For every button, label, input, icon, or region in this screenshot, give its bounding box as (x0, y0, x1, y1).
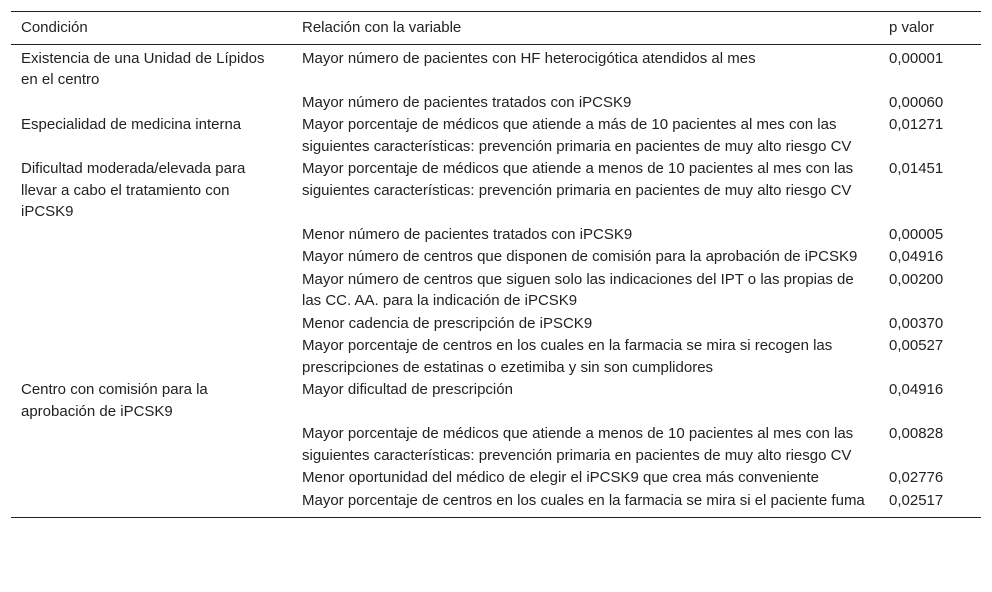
condition-cell: Centro con comisión para la aprobación de iPCSK9 (21, 381, 208, 420)
header-relation: Relación con la variable (302, 19, 462, 36)
pvalue-cell: 0,00001 (889, 49, 944, 67)
pvalue-cell: 0,00060 (889, 93, 944, 111)
table-row (11, 44, 981, 91)
pvalue-cell: 0,02517 (889, 491, 944, 509)
pvalue-cell: 0,00200 (889, 270, 944, 288)
condition-cell (11, 489, 292, 518)
pvalue-cell: 0,04916 (889, 248, 944, 265)
condition-cell: Especialidad de medicina interna (21, 116, 242, 133)
results-table-container (11, 11, 981, 518)
table-row (11, 245, 981, 268)
condition-cell (11, 245, 292, 268)
header-pvalue: p valor (889, 19, 935, 36)
relation-cell: Mayor porcentaje de médicos que atiende a más de 10 pacientes al mes con las siguientes características: prevención primaria en pacientes de muy alto riesgo CV (302, 116, 852, 155)
condition-cell (11, 268, 292, 312)
pvalue-cell: 0,02776 (889, 469, 944, 486)
table-row (11, 223, 981, 246)
pvalue-cell: 0,01271 (889, 116, 944, 133)
relation-cell: Mayor porcentaje de médicos que atiende a menos de 10 pacientes al mes con las siguientes características: prevención primaria en pacientes de muy alto riesgo CV (302, 425, 854, 464)
pvalue-cell: 0,04916 (889, 381, 944, 398)
table-row (11, 91, 981, 114)
pvalue-cell: 0,00828 (889, 425, 944, 442)
table-row (11, 334, 981, 378)
table-row (11, 268, 981, 312)
pvalue-cell: 0,01451 (889, 160, 944, 177)
header-condition: Condición (21, 19, 88, 36)
table-body (11, 44, 981, 518)
table-row (11, 378, 981, 422)
relation-cell: Menor número de pacientes tratados con iPCSK9 (302, 225, 633, 243)
table-row (11, 157, 981, 223)
results-table (11, 11, 981, 518)
condition-cell (11, 334, 292, 378)
relation-cell: Mayor número de pacientes tratados con iPCSK9 (302, 93, 632, 111)
table-row (11, 312, 981, 335)
pvalue-cell: 0,00370 (889, 314, 944, 332)
table-row (11, 113, 981, 157)
relation-cell: Menor oportunidad del médico de elegir el iPCSK9 que crea más conveniente (302, 469, 819, 486)
relation-cell: Mayor porcentaje de centros en los cuales en la farmacia se mira si el paciente fuma (302, 491, 865, 509)
condition-cell (11, 223, 292, 246)
table-header (11, 12, 981, 45)
relation-cell: Mayor porcentaje de médicos que atiende a menos de 10 pacientes al mes con las siguientes características: prevención primaria en pacientes de muy alto riesgo CV (302, 160, 854, 199)
condition-cell (11, 466, 292, 489)
table-row (11, 489, 981, 518)
pvalue-cell: 0,00005 (889, 225, 944, 243)
condition-cell (11, 312, 292, 335)
condition-cell: Dificultad moderada/elevada para llevar a cabo el tratamiento con iPCSK9 (21, 160, 246, 220)
condition-cell: Existencia de una Unidad de Lípidos en el centro (21, 49, 265, 88)
condition-cell (11, 422, 292, 466)
relation-cell: Mayor número de pacientes con HF heterocigótica atendidos al mes (302, 49, 756, 67)
relation-cell: Mayor porcentaje de centros en los cuales en la farmacia se mira si recogen las prescripciones de estatinas o ezetimiba y sin son cumplidores (302, 337, 833, 376)
condition-cell (11, 91, 292, 114)
table-row (11, 466, 981, 489)
table-row (11, 422, 981, 466)
relation-cell: Mayor número de centros que disponen de comisión para la aprobación de iPCSK9 (302, 248, 858, 265)
relation-cell: Menor cadencia de prescripción de iPSCK9 (302, 314, 593, 332)
relation-cell: Mayor número de centros que siguen solo las indicaciones del IPT o las propias de las CC. AA. para la indicación de iPCSK9 (302, 270, 854, 309)
relation-cell: Mayor dificultad de prescripción (302, 381, 513, 398)
header-row (11, 12, 981, 45)
pvalue-cell: 0,00527 (889, 337, 944, 354)
